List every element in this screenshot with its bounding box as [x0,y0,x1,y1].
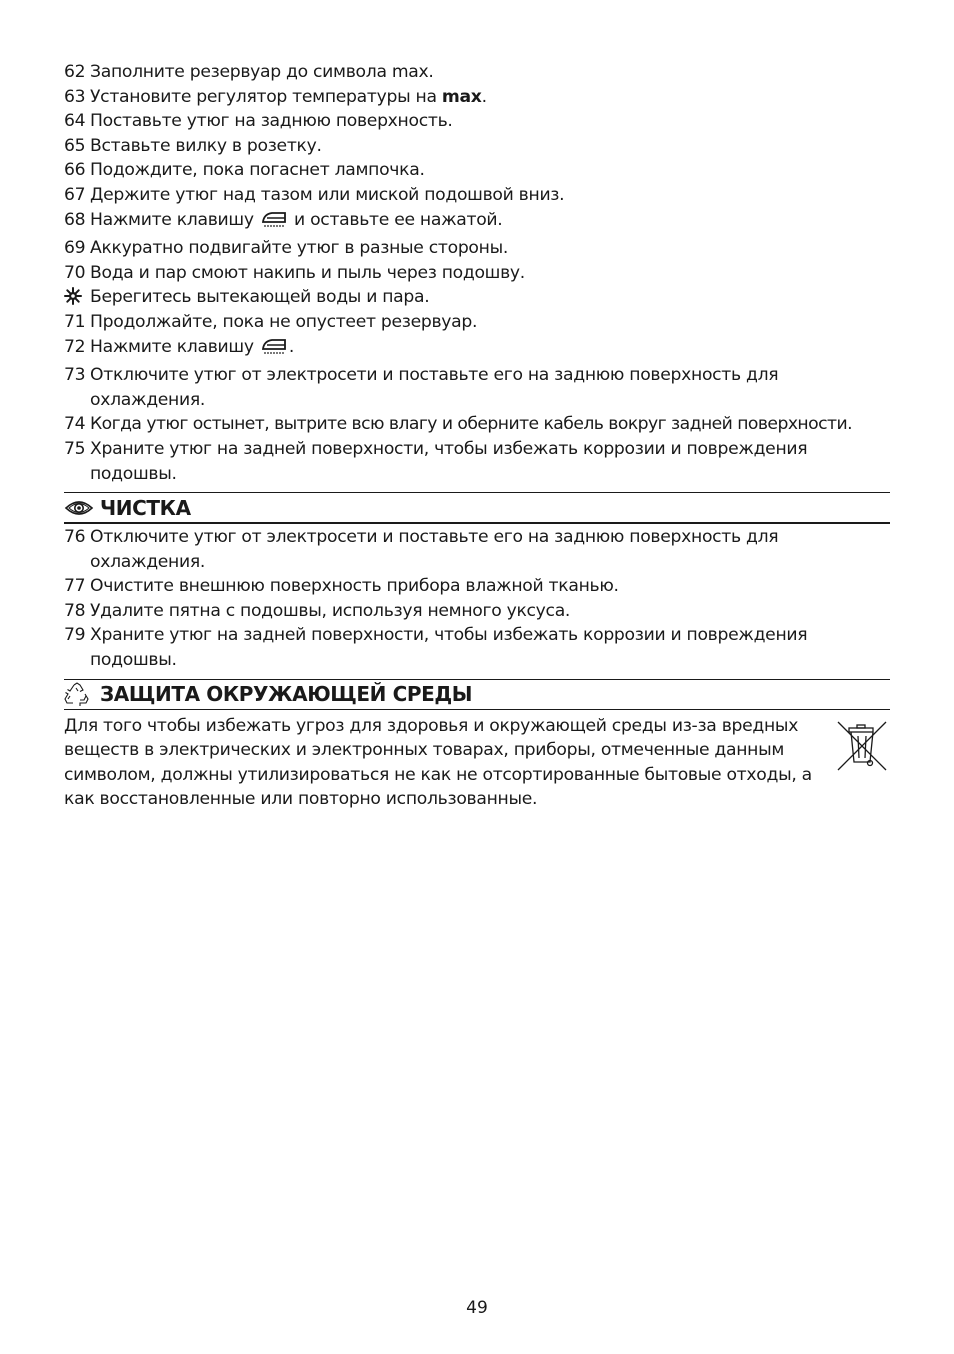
step-70: 70 Вода и пар смоют накипь и пыль через подошву. [64,262,525,283]
step-62: 62 Заполните резервуар до символа max. [64,62,434,82]
cleaning-step-list [64,525,890,673]
crossed-bin-icon [836,714,890,812]
step-76: 76 Отключите утюг от электросети и поставьте его на заднюю поверхность для охлаждения. [64,527,779,572]
step-68: 68 Нажмите клавишу и оставьте ее нажатой. [64,208,890,237]
step-list-b [64,310,890,486]
eye-icon [64,499,100,517]
section-title: ЗАЩИТА ОКРУЖАЮЩЕЙ СРЕДЫ [100,682,473,707]
step-73: 73 Отключите утюг от электросети и поставьте его на заднюю поверхность для охлаждения. [64,365,779,410]
step-64: 64 Поставьте утюг на заднюю поверхность. [64,111,453,132]
step-72: 72 Нажмите клавишу . [64,335,890,364]
step-65: 65 Вставьте вилку в розетку. [64,135,322,156]
steam-iron-icon [260,336,288,364]
step-63: 63 Установите регулятор температуры на max. [64,86,487,107]
step-79: 79 Храните утюг на задней поверхности, чтобы избежать коррозии и повреждения подошвы. [64,625,808,671]
page-content [64,60,890,812]
environment-text: Для того чтобы избежать угроз для здоровья и окружающей среды из-за вредных веществ в электрических и электронных товарах, приборы, отмеченные данным символом, должны утилизироваться не как не отсортированные бытовые отходы, а как восстановленные или повторно использованные. [64,715,812,810]
hazard-star-icon [64,285,90,310]
step-74: 74 Когда утюг остынет, вытрите всю влагу и оберните кабель вокруг задней поверхности. [64,414,852,435]
step-77: 77 Очистите внешнюю поверхность прибора влажной тканью. [64,576,619,597]
section-title: ЧИСТКА [100,495,191,520]
steam-iron-icon [260,209,288,237]
step-69: 69 Аккуратно подвигайте утюг в разные стороны. [64,238,509,259]
step-list-a [64,60,890,285]
warning-line: Берегитесь вытекающей воды и пара. [64,285,890,310]
step-67: 67 Держите утюг над тазом или миской подошвой вниз. [64,184,565,205]
step-71: 71 Продолжайте, пока не опустеет резервуар. [64,311,478,332]
page-number: 49 [466,1298,488,1318]
step-75: 75 Храните утюг на задней поверхности, чтобы избежать коррозии и повреждения подошвы. [64,438,808,484]
recycle-icon [64,682,100,706]
step-66: 66 Подождите, пока погаснет лампочка. [64,160,425,181]
step-78: 78 Удалите пятна с подошвы, используя немного уксуса. [64,600,571,621]
environment-body [64,714,890,812]
cleaning-section-header [64,492,890,524]
environment-section-header [64,679,890,710]
